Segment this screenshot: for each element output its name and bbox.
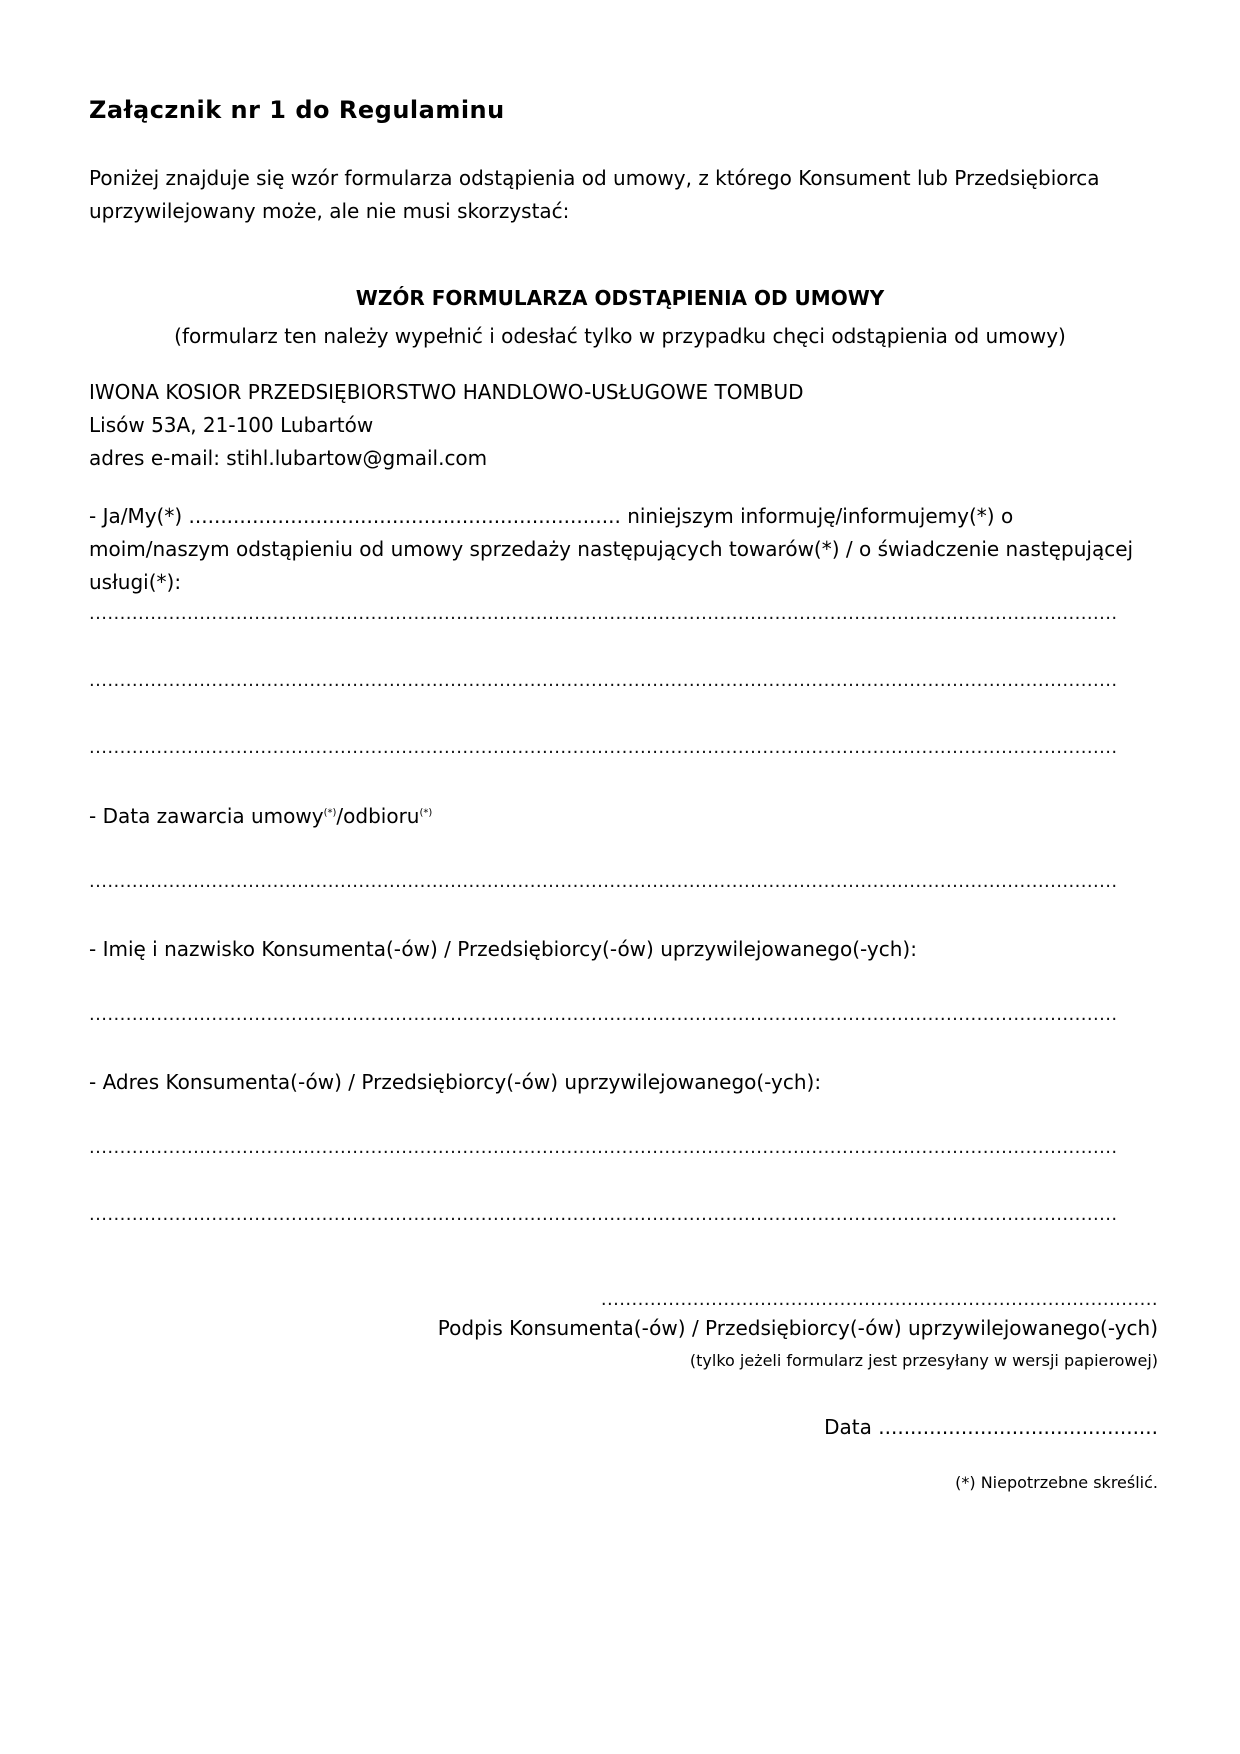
page-heading: Załącznik nr 1 do Regulaminu	[89, 96, 505, 124]
signature-label: Podpis Konsumenta(-ów) / Przedsiębiorcy(-ów) uprzywilejowanego(-ych)	[437, 1316, 1158, 1340]
date-line: ............................................	[878, 1415, 1158, 1439]
date-field	[824, 1411, 1158, 1444]
contract-date-label	[89, 800, 432, 833]
company-email: adres e-mail: stihl.lubartow@gmail.com	[89, 446, 488, 470]
intro-paragraph: Poniżej znajduje się wzór formularza odstąpienia od umowy, z którego Konsument lub Przedsiębiorca uprzywilejowany może, ale nie musi skorzystać:	[89, 166, 1100, 223]
contract-date-mark: (*)	[323, 807, 337, 819]
address-label: - Adres Konsumenta(-ów) / Przedsiębiorcy(-ów) uprzywilejowanego(-ych):	[89, 1070, 822, 1094]
signature-note: (tylko jeżeli formularz jest przesyłany w wersji papierowej)	[689, 1351, 1158, 1370]
date-label: Data	[824, 1415, 872, 1439]
contract-date-text: - Data zawarcia umowy	[89, 804, 324, 828]
declaration-text: niniejszym informuję/informujemy(*) o moim/naszym odstąpieniu od umowy sprzedaży następujących towarów(*) / o świadczenie następującej usługi(*):	[89, 504, 1134, 594]
company-block	[89, 376, 803, 475]
address-line-2: ........................................................................................................................................................................	[89, 1204, 1118, 1225]
declaration-paragraph	[89, 500, 1149, 599]
contract-date-line: ........................................................................................................................................................................	[89, 871, 1118, 892]
goods-line-1: ........................................................................................................................................................................	[89, 603, 1118, 624]
company-address: Lisów 53A, 21-100 Lubartów	[89, 413, 374, 437]
company-name: IWONA KOSIOR PRZEDSIĘBIORSTWO HANDLOWO-USŁUGOWE TOMBUD	[89, 380, 804, 404]
signature-line: ...........................................................................................	[600, 1289, 1158, 1310]
declaration-name-blank: ....................................................................	[188, 504, 621, 528]
form-subtitle: (formularz ten należy wypełnić i odesłać tylko w przypadku chęci odstąpienia od umowy)	[174, 324, 1066, 348]
address-line-1: ........................................................................................................................................................................	[89, 1137, 1118, 1158]
name-label: - Imię i nazwisko Konsumenta(-ów) / Przedsiębiorcy(-ów) uprzywilejowanego(-ych):	[89, 937, 917, 961]
goods-line-2: ........................................................................................................................................................................	[89, 670, 1118, 691]
goods-line-3: ........................................................................................................................................................................	[89, 737, 1118, 758]
footnote: (*) Niepotrzebne skreślić.	[955, 1473, 1158, 1492]
form-title: WZÓR FORMULARZA ODSTĄPIENIA OD UMOWY	[355, 286, 885, 310]
receipt-text: /odbioru	[336, 804, 420, 828]
receipt-mark: (*)	[419, 807, 433, 819]
name-line: ........................................................................................................................................................................	[89, 1004, 1118, 1025]
declaration-prefix: - Ja/My(*)	[89, 504, 183, 528]
